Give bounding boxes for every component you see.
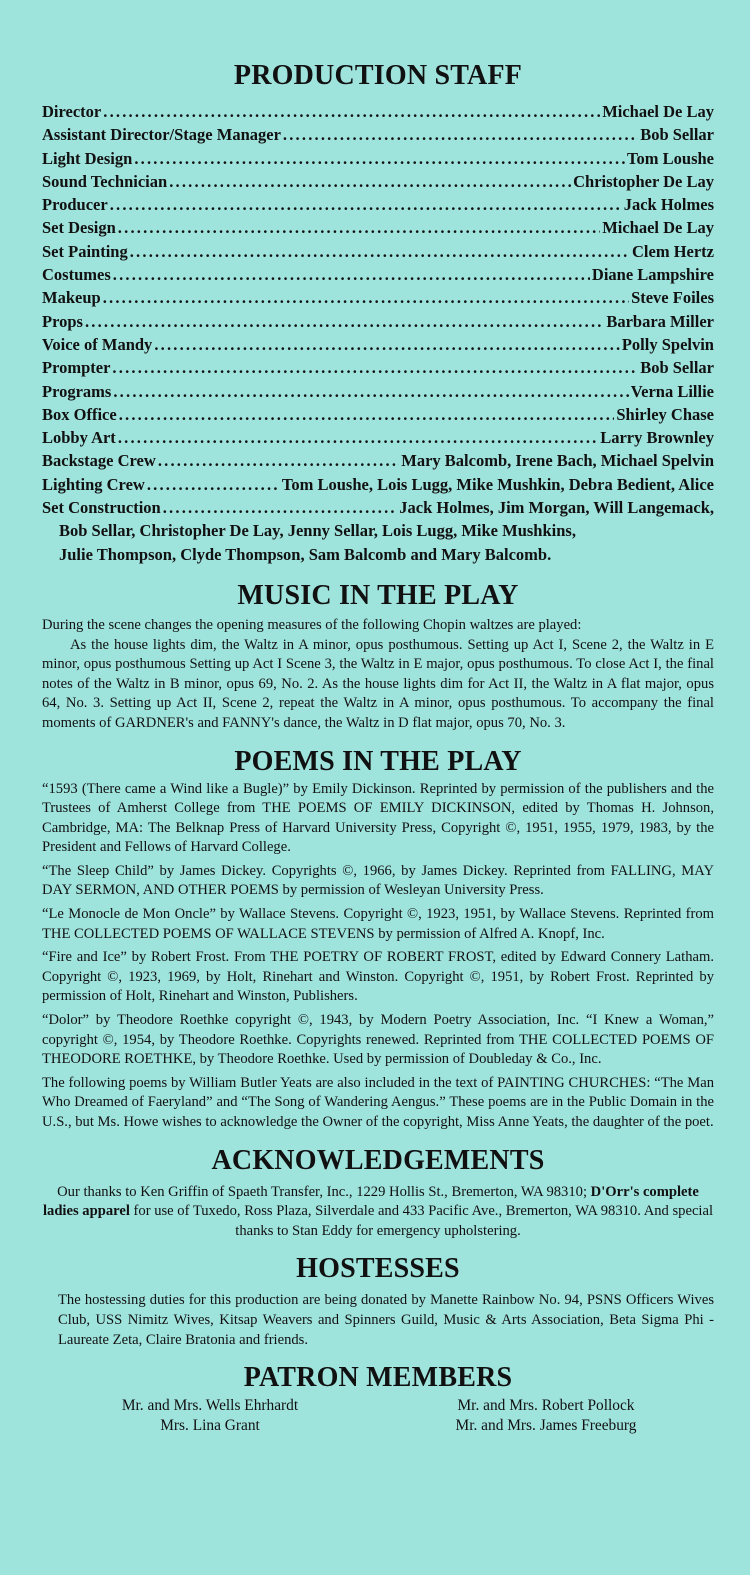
poem-credit: “1593 (There came a Wind like a Bugle)” by Emily Dickinson. Reprinted by permission of the publishers and the Trustees of Amherst College from THE POEMS OF EMILY DICKINSON, edited by Thomas H. Johnson, Cambridge, MA: The Belknap Press of Harvard University Press, Copyright ©, 1951, 1955, 1979, 1983, by the President and Fellows of Harvard College. (42, 780, 714, 856)
staff-row (42, 147, 714, 170)
patrons-section (42, 1362, 714, 1436)
poems-section (42, 746, 714, 1133)
staff-name: Clem Hertz (632, 241, 714, 261)
hostesses-section (42, 1253, 714, 1350)
staff-role: Assistant Director/Stage Manager (42, 125, 281, 145)
staff-row (42, 263, 714, 286)
staff-role: Set Design (42, 218, 116, 238)
staff-role: Lobby Art (42, 428, 116, 448)
production-staff-section (42, 60, 714, 566)
staff-role: Producer (42, 195, 108, 215)
staff-name: Diane Lampshire (591, 265, 714, 285)
staff-continuation-line: Julie Thompson, Clyde Thompson, Sam Balcomb and Mary Balcomb. (59, 544, 552, 564)
staff-row (42, 100, 714, 123)
poem-credit: “Dolor” by Theodore Roethke copyright ©, 1943, by Modern Poetry Association, Inc. “I Knew a Woman,” copyright ©, 1954, by Theodore Roethke. Copyrights renewed. Reprinted from THE COLLECTED POEMS OF THEODORE ROETHKE, by Theodore Roethke. Used by permission of Doubleday & Co., Inc. (42, 1012, 714, 1068)
staff-name: Barbara Miller (606, 311, 714, 331)
staff-row (42, 473, 714, 496)
staff-name: Polly Spelvin (621, 334, 714, 354)
patron-name: Mr. and Mrs. James Freeburg (455, 1417, 637, 1435)
dot-leader (113, 380, 628, 403)
dot-leader (169, 170, 571, 193)
patron-list (42, 1396, 714, 1436)
staff-continuation-line: Bob Sellar, Christopher De Lay, Jenny Sellar, Lois Lugg, Mike Mushkins, (59, 521, 576, 541)
staff-row (42, 170, 714, 193)
staff-role: Props (42, 311, 83, 331)
poem-credit: “Le Monocle de Mon Oncle” by Wallace Stevens. Copyright ©, 1923, 1951, by Wallace Stevens. Reprinted from THE COLLECTED POEMS OF WALLACE STEVENS by permission of Alfred A. Knopf, Inc. (42, 906, 714, 942)
staff-name: Bob Sellar (640, 358, 714, 378)
staff-role: Makeup (42, 288, 101, 308)
staff-name: Jack Holmes, Jim Morgan, Will Langemack, (399, 498, 714, 518)
patron-name: Mr. and Mrs. Robert Pollock (457, 1397, 635, 1415)
staff-name: Shirley Chase (616, 404, 714, 424)
staff-role: Light Design (42, 148, 133, 168)
patrons-heading: PATRON MEMBERS (243, 1362, 513, 1394)
staff-name: Michael De Lay (602, 102, 714, 121)
music-intro: During the scene changes the opening measures of the following Chopin waltzes are played: (42, 616, 582, 633)
dot-leader (119, 403, 615, 426)
music-body: As the house lights dim, the Waltz in A minor, opus posthumous. Setting up Act I, Scene 2, the Waltz in E minor, opus posthumous Setting up Act I Scene 3, the Waltz in E major, opus posthumous. To close Act I, the final notes of the Waltz in B minor, opus 69, No. 2. As the house lights dim for Act II, the Waltz in A flat major, opus 64, No. 3. Setting up Act II, Scene 2, repeat the Waltz in A minor, opus posthumous. To accompany the final moments of GARDNER's and FANNY's dance, the Waltz in D flat major, opus 70, No. 3. (42, 636, 714, 731)
staff-row (42, 496, 714, 519)
staff-role: Director (42, 102, 102, 121)
dot-leader (113, 263, 590, 286)
staff-name: Tom Loushe, Lois Lugg, Mike Mushkin, Debra Bedient, Alice (281, 474, 714, 494)
staff-role: Set Construction (42, 498, 161, 518)
staff-role: Voice of Mandy (42, 334, 153, 354)
acknowledgements-text-end: for use of Tuxedo, Ross Plaza, Silverdale and 433 Pacific Ave., Bremerton, WA 98310. And special thanks to Stan Eddy for emergency upholstering. (133, 1203, 714, 1239)
dot-leader (110, 193, 622, 216)
staff-row (42, 193, 714, 216)
staff-name: Verna Lillie (630, 381, 714, 401)
staff-role: Prompter (42, 358, 111, 378)
staff-row (42, 426, 714, 449)
hostesses-heading: HOSTESSES (296, 1253, 460, 1285)
dot-leader (103, 286, 629, 309)
acknowledgements-text (42, 1183, 714, 1242)
staff-role: Box Office (42, 404, 117, 424)
staff-row (42, 240, 714, 263)
dot-leader (118, 426, 598, 449)
staff-row (42, 356, 714, 379)
poems-heading: POEMS IN THE PLAY (234, 745, 522, 777)
staff-role: Backstage Crew (42, 451, 156, 471)
staff-row (42, 403, 714, 426)
staff-row (42, 380, 714, 403)
staff-role: Programs (42, 381, 112, 401)
staff-row (42, 449, 714, 472)
poem-credit: The following poems by William Butler Yeats are also included in the text of PAINTING CHURCHES: “The Man Who Dreamed of Faeryland” and “The Song of Wandering Aengus.” These poems are in the Public Domain in the U.S., but Ms. Howe wishes to acknowledge the Owner of the copyright, Miss Anne Yeats, the daughter of the poet. (42, 1074, 714, 1130)
staff-name: Larry Brownley (600, 428, 714, 448)
patron-name: Mr. and Mrs. Wells Ehrhardt (121, 1397, 299, 1415)
staff-row (42, 333, 714, 356)
dot-leader (158, 449, 399, 472)
staff-name: Steve Foiles (631, 288, 714, 308)
staff-name: Bob Sellar (640, 125, 714, 145)
music-heading: MUSIC IN THE PLAY (237, 579, 519, 611)
acknowledgements-heading: ACKNOWLEDGEMENTS (211, 1144, 545, 1176)
staff-role: Set Painting (42, 241, 128, 261)
poem-credit: “Fire and Ice” by Robert Frost. From THE POETRY OF ROBERT FROST, edited by Edward Connery Latham. Copyright ©, 1923, 1969, by Holt, Rinehart and Winston. Copyright ©, 1951, by Robert Frost. Reprinted by permission of Holt, Rinehart and Winston, Publishers. (42, 949, 714, 1005)
staff-name: Mary Balcomb, Irene Bach, Michael Spelvin (401, 451, 714, 471)
staff-name: Christopher De Lay (573, 171, 714, 191)
poem-credit: “The Sleep Child” by James Dickey. Copyrights ©, 1966, by James Dickey. Reprinted from FALLING, MAY DAY SERMON, AND OTHER POEMS by permission of Wesleyan University Press. (42, 862, 714, 899)
staff-list (42, 100, 714, 519)
dot-leader (130, 240, 630, 263)
dot-leader (283, 123, 638, 146)
acknowledgements-text-start: Our thanks to Ken Griffin of Spaeth Transfer, Inc., 1229 Hollis St., Bremerton, WA 98310; (57, 1183, 588, 1200)
dot-leader (134, 147, 625, 170)
staff-role: Costumes (42, 265, 111, 285)
staff-name: Jack Holmes (623, 195, 714, 215)
dot-leader (163, 496, 398, 519)
staff-row (42, 216, 714, 239)
staff-row (42, 123, 714, 146)
hostesses-text: The hostessing duties for this production are being donated by Manette Rainbow No. 94, PSNS Officers Wives Club, USS Nimitz Wives, Kitsap Weavers and Spinners Guild, Music & Arts Association, Beta Sigma Phi - Laureate Zeta, Claire Bratonia and friends. (58, 1292, 714, 1348)
music-section (42, 580, 714, 734)
staff-role: Lighting Crew (42, 474, 145, 494)
staff-row (42, 310, 714, 333)
staff-role: Sound Technician (42, 171, 168, 191)
sponsor-name: D'Orr's complete ladies apparel (42, 1183, 699, 1220)
staff-name: Tom Loushe (627, 148, 714, 168)
dot-leader (154, 333, 620, 356)
staff-row (42, 286, 714, 309)
dot-leader (147, 473, 280, 496)
production-staff-heading: PRODUCTION STAFF (233, 60, 523, 91)
dot-leader (85, 310, 604, 333)
staff-name: Michael De Lay (602, 218, 714, 238)
acknowledgements-section (42, 1145, 714, 1242)
dot-leader (118, 216, 600, 239)
dot-leader (103, 100, 600, 123)
dot-leader (112, 356, 638, 379)
patron-name: Mrs. Lina Grant (160, 1417, 260, 1435)
